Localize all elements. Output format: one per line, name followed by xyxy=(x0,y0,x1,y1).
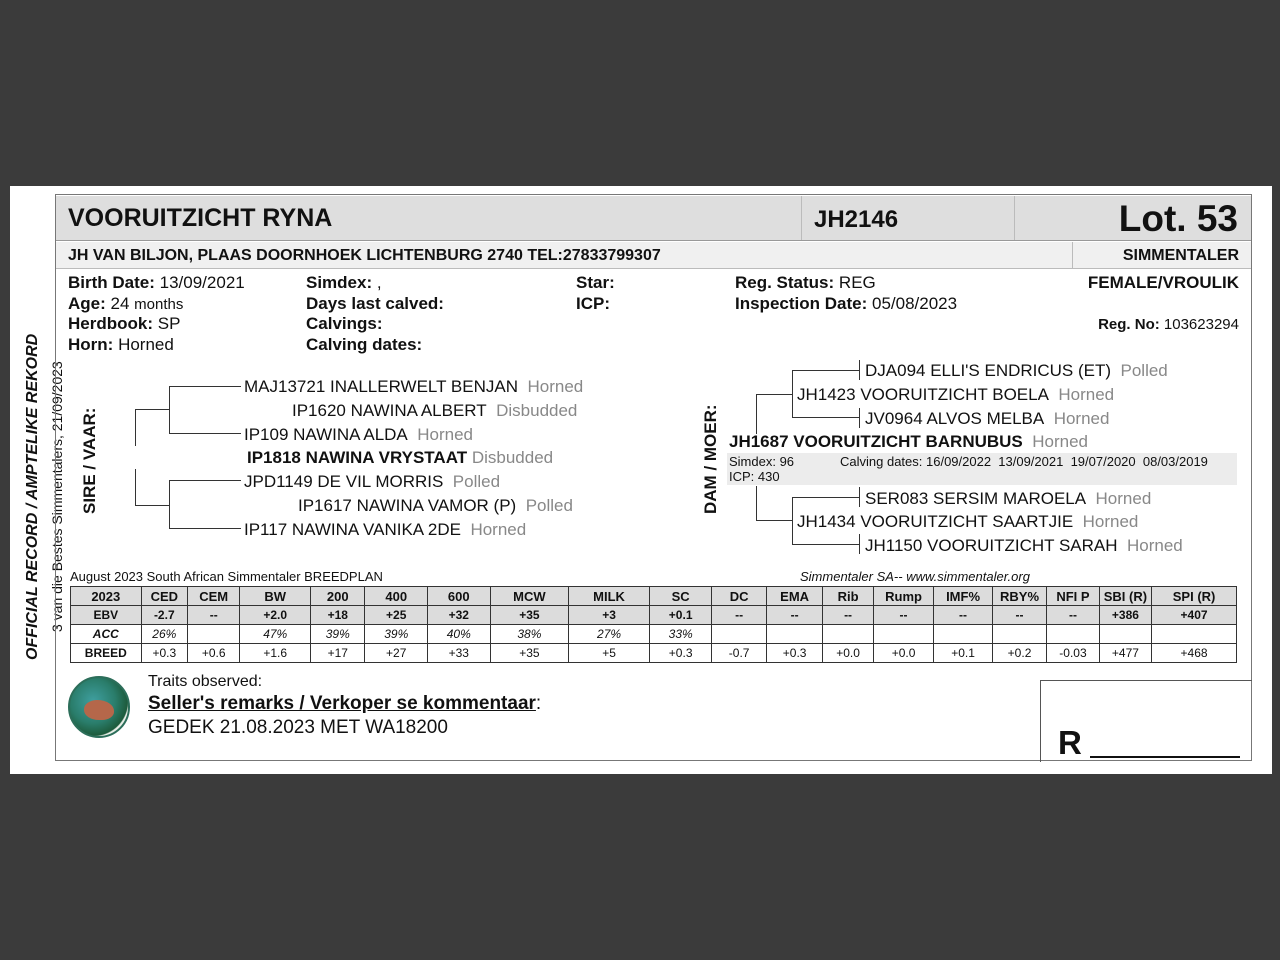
ebv-cell: +0.2 xyxy=(992,644,1046,663)
pedigree-line xyxy=(756,520,792,521)
ebv-cell: +468 xyxy=(1152,644,1237,663)
pedigree-line xyxy=(859,534,860,554)
pedigree-sire-dam-dam: IP117 NAWINA VANIKA 2DE Horned xyxy=(244,520,527,539)
dam-icp: ICP: 430 xyxy=(729,469,780,484)
ebv-cell xyxy=(187,625,239,644)
lot-number: Lot. 53 xyxy=(1118,198,1238,239)
ebv-cell: +17 xyxy=(311,644,365,663)
ebv-header-cell: IMF% xyxy=(934,587,993,606)
ebv-cell: +0.0 xyxy=(823,644,873,663)
ebv-cell: +0.3 xyxy=(141,644,187,663)
reg-status: Reg. Status: REG xyxy=(735,273,876,292)
seller-remarks-heading: Seller's remarks / Verkoper se kommentaar: xyxy=(148,693,542,714)
simmentaler-logo xyxy=(68,676,130,738)
days-last-calved: Days last calved: xyxy=(306,294,444,313)
ebv-cell: +386 xyxy=(1099,606,1151,625)
star: Star: xyxy=(576,273,615,292)
ebv-header-cell: Rib xyxy=(823,587,873,606)
price-input-line[interactable] xyxy=(1090,756,1240,758)
calvings: Calvings: xyxy=(306,314,383,333)
ebv-cell: 40% xyxy=(428,625,491,644)
ebv-cell xyxy=(992,625,1046,644)
ebv-header-cell: 400 xyxy=(365,587,428,606)
ebv-cell: +407 xyxy=(1152,606,1237,625)
pedigree-line xyxy=(169,386,241,387)
pedigree-line xyxy=(859,408,860,428)
pedigree-line xyxy=(135,469,136,506)
ebv-cell: -2.7 xyxy=(141,606,187,625)
pedigree-line xyxy=(756,394,757,434)
ebv-cell: -- xyxy=(823,606,873,625)
simdex: Simdex: , xyxy=(306,273,382,292)
ebv-cell: -0.7 xyxy=(712,644,766,663)
ebv-header-cell: DC xyxy=(712,587,766,606)
ebv-cell: +27 xyxy=(365,644,428,663)
ebv-header-cell: EMA xyxy=(766,587,822,606)
ebv-cell: +33 xyxy=(428,644,491,663)
header-separator xyxy=(1014,196,1015,240)
ebv-cell: 39% xyxy=(311,625,365,644)
ebv-cell: -- xyxy=(1047,606,1099,625)
ebv-header-cell: SC xyxy=(649,587,712,606)
ebv-row-brd xyxy=(71,644,1237,663)
inspection-date: Inspection Date: 05/08/2023 xyxy=(735,294,958,313)
pedigree-line xyxy=(169,433,241,434)
pedigree-line xyxy=(169,528,241,529)
ebv-header-cell: MILK xyxy=(569,587,650,606)
ebv-cell: ACC xyxy=(71,625,142,644)
ebv-cell: +3 xyxy=(569,606,650,625)
ebv-cell: 27% xyxy=(569,625,650,644)
pedigree-dam-sire: JH1423 VOORUITZICHT BOELA Horned xyxy=(797,385,1115,404)
ebv-header-cell: BW xyxy=(240,587,311,606)
reg-number: Reg. No: 103623294 xyxy=(1098,316,1239,333)
ebv-cell: EBV xyxy=(71,606,142,625)
ebv-cell: +32 xyxy=(428,606,491,625)
calving-dates: Calving dates: xyxy=(306,335,423,354)
ebv-cell: +35 xyxy=(490,606,569,625)
ebv-header-cell: NFI P xyxy=(1047,587,1099,606)
dam-simdex: Simdex: 96 xyxy=(729,454,795,469)
pedigree-line xyxy=(756,486,757,521)
ebv-cell: -- xyxy=(873,606,934,625)
ebv-header-cell: MCW xyxy=(490,587,569,606)
ebv-cell: +1.6 xyxy=(240,644,311,663)
ebv-header-row xyxy=(71,587,1237,606)
pedigree-line xyxy=(135,409,136,446)
ebv-header-cell: SPI (R) xyxy=(1152,587,1237,606)
pedigree-dam: JH1687 VOORUITZICHT BARNUBUS Horned xyxy=(729,432,1088,451)
ebv-header-cell: 2023 xyxy=(71,587,142,606)
ebv-cell: -0.03 xyxy=(1047,644,1099,663)
ebv-cell: -- xyxy=(712,606,766,625)
sale-name-label: 3 van die Bestes Simmentalers, 21/09/2023 xyxy=(49,361,65,632)
ebv-cell: +18 xyxy=(311,606,365,625)
herdbook: Herdbook: SP xyxy=(68,314,181,333)
pedigree-line xyxy=(792,417,860,418)
ebv-cell: 38% xyxy=(490,625,569,644)
ebv-cell: BREED xyxy=(71,644,142,663)
pedigree-dam-dam-sire: SER083 SERSIM MAROELA Horned xyxy=(865,489,1152,508)
birth-date: Birth Date: 13/09/2021 xyxy=(68,273,245,292)
ebv-cell: +25 xyxy=(365,606,428,625)
ebv-cell: +5 xyxy=(569,644,650,663)
ebv-cell: 39% xyxy=(365,625,428,644)
ebv-cell: +2.0 xyxy=(240,606,311,625)
pedigree-line xyxy=(169,386,170,434)
pedigree-line xyxy=(792,370,793,418)
icp: ICP: xyxy=(576,294,610,313)
owner-separator xyxy=(1072,242,1073,268)
sex-label: FEMALE/VROULIK xyxy=(1087,273,1239,292)
animal-name: VOORUITZICHT RYNA xyxy=(68,204,333,232)
ebv-cell xyxy=(823,625,873,644)
ebv-cell: +0.3 xyxy=(766,644,822,663)
pedigree-line xyxy=(169,480,170,529)
pedigree-dam-dam: JH1434 VOORUITZICHT SAARTJIE Horned xyxy=(797,512,1139,531)
pedigree-dam-dam-dam: JH1150 VOORUITZICHT SARAH Horned xyxy=(865,536,1183,555)
dam-label: DAM / MOER: xyxy=(701,404,720,514)
seller-remarks-text: GEDEK 21.08.2023 MET WA18200 xyxy=(148,717,448,738)
ebv-cell: -- xyxy=(187,606,239,625)
ebv-cell: 26% xyxy=(141,625,187,644)
pedigree-line xyxy=(169,480,241,481)
pedigree-sire-sire: MAJ13721 INALLERWELT BENJAN Horned xyxy=(244,377,584,396)
pedigree-line xyxy=(135,505,169,506)
ebv-cell: 47% xyxy=(240,625,311,644)
ebv-cell xyxy=(1152,625,1237,644)
age: Age: 24 months xyxy=(68,294,184,313)
pedigree-line xyxy=(792,544,860,545)
breedplan-website: Simmentaler SA-- www.simmentaler.org xyxy=(800,569,1030,584)
owner-info: JH VAN BILJON, PLAAS DOORNHOEK LICHTENBURG 2740 TEL:27833799307 xyxy=(68,247,661,264)
animal-id: JH2146 xyxy=(814,206,899,233)
ebv-cell xyxy=(766,625,822,644)
pedigree-dam-sire-sire: DJA094 ELLI'S ENDRICUS (ET) Polled xyxy=(865,361,1168,380)
ebv-header-cell: RBY% xyxy=(992,587,1046,606)
ebv-cell xyxy=(873,625,934,644)
pedigree-sire-dam-sire: IP1617 NAWINA VAMOR (P) Polled xyxy=(298,496,573,515)
ebv-table xyxy=(70,586,1237,663)
pedigree-line xyxy=(135,409,169,410)
price-label: R xyxy=(1058,724,1082,761)
ebv-header-cell: Rump xyxy=(873,587,934,606)
ebv-cell: +0.1 xyxy=(649,606,712,625)
ebv-cell xyxy=(1047,625,1099,644)
sire-label: SIRE / VAAR: xyxy=(80,407,99,514)
breed-label: SIMMENTALER xyxy=(1122,247,1239,264)
official-record-label: OFFICIAL RECORD / AMPTELIKE REKORD xyxy=(24,333,41,660)
ebv-cell: 33% xyxy=(649,625,712,644)
pedigree-sire-dam: JPD1149 DE VIL MORRIS Polled xyxy=(244,472,501,491)
ebv-header-cell: CEM xyxy=(187,587,239,606)
ebv-cell: +0.6 xyxy=(187,644,239,663)
traits-observed: Traits observed: xyxy=(148,673,263,690)
ebv-header-cell: CED xyxy=(141,587,187,606)
pedigree-line xyxy=(792,497,860,498)
pedigree-sire-sire-sire: IP1620 NAWINA ALBERT Disbudded xyxy=(292,401,578,420)
header-separator xyxy=(801,196,802,240)
ebv-header-cell: 200 xyxy=(311,587,365,606)
ebv-cell: +0.3 xyxy=(649,644,712,663)
pedigree-line xyxy=(859,487,860,507)
pedigree-line xyxy=(756,394,792,395)
ebv-row-acc xyxy=(71,625,1237,644)
ebv-cell: +477 xyxy=(1099,644,1151,663)
ebv-cell: +35 xyxy=(490,644,569,663)
pedigree-dam-sire-dam: JV0964 ALVOS MELBA Horned xyxy=(865,409,1110,428)
pedigree-sire-sire-dam: IP109 NAWINA ALDA Horned xyxy=(244,425,473,444)
pedigree-line xyxy=(859,360,860,380)
ebv-cell: -- xyxy=(934,606,993,625)
horn-status: Horn: Horned xyxy=(68,335,174,354)
ebv-cell: +0.1 xyxy=(934,644,993,663)
breedplan-title: August 2023 South African Simmentaler BREEDPLAN xyxy=(70,569,383,584)
pedigree-sire: IP1818 NAWINA VRYSTAAT Disbudded xyxy=(247,448,554,467)
ebv-header-cell: 600 xyxy=(428,587,491,606)
ebv-cell xyxy=(1099,625,1151,644)
ebv-cell: +0.0 xyxy=(873,644,934,663)
ebv-row-ebvrow xyxy=(71,606,1237,625)
ebv-cell xyxy=(712,625,766,644)
ebv-cell xyxy=(934,625,993,644)
pedigree-line xyxy=(792,370,860,371)
pedigree-line xyxy=(792,497,793,545)
ebv-cell: -- xyxy=(766,606,822,625)
dam-calving-dates: Calving dates: 16/09/2022 13/09/2021 19/07/2020 08/03/2019 xyxy=(840,454,1208,469)
ebv-header-cell: SBI (R) xyxy=(1099,587,1151,606)
ebv-cell: -- xyxy=(992,606,1046,625)
